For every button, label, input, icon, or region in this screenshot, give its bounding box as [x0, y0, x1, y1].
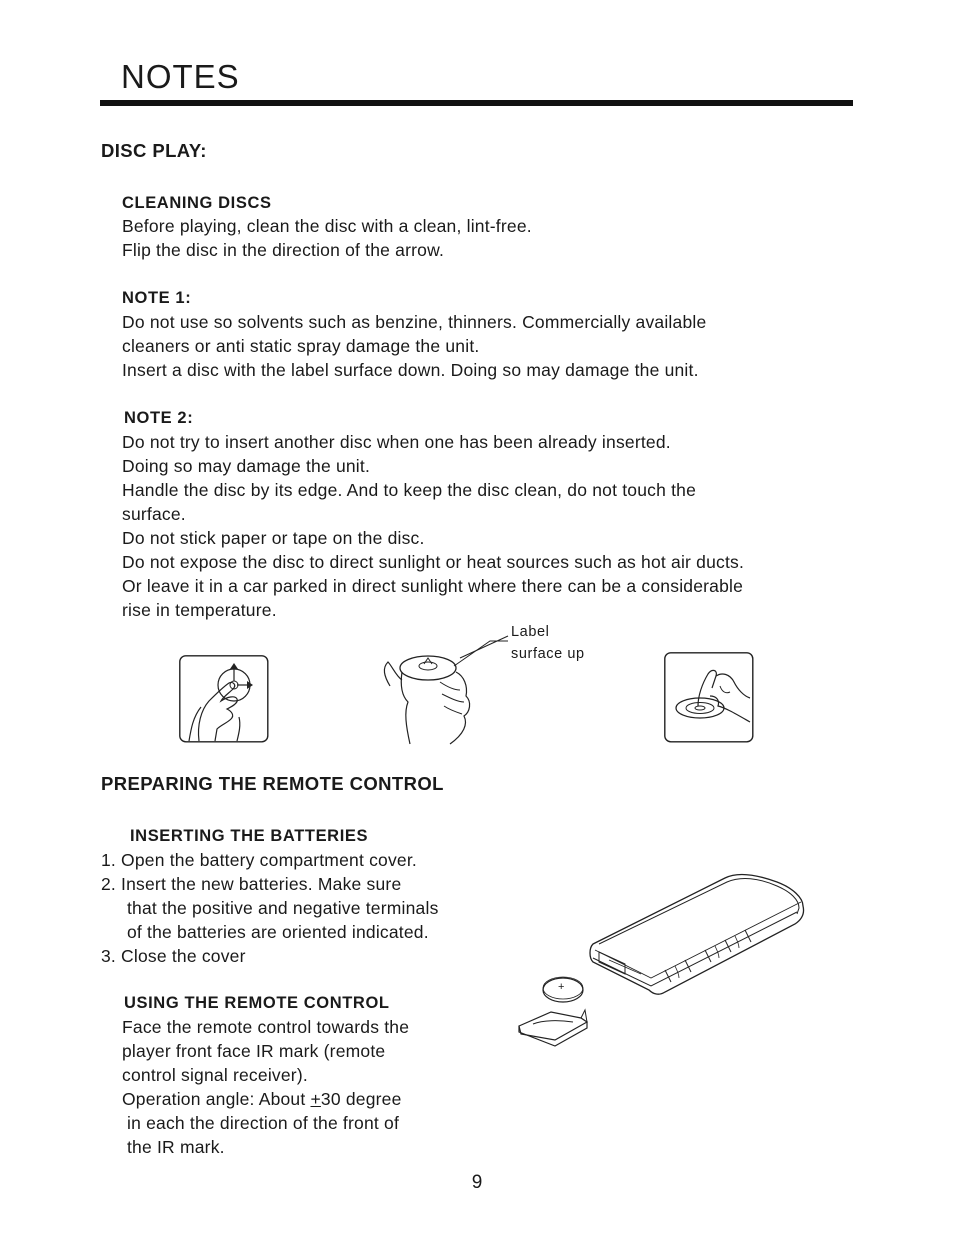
- using-line-5: in each the direction of the front of: [127, 1113, 400, 1133]
- angle-suffix: 30 degree: [320, 1089, 402, 1109]
- batteries-step-1: 1. Open the battery compartment cover.: [101, 850, 417, 870]
- cleaning-line-2: Flip the disc in the direction of the arrow.: [122, 240, 445, 260]
- using-line-1: Face the remote control towards the: [122, 1017, 410, 1037]
- note-2-line-3: Handle the disc by its edge. And to keep the disc clean, do not touch the: [122, 480, 697, 500]
- note-2-line-6: Do not expose the disc to direct sunlight or heat sources such as hot air ducts.: [122, 552, 745, 572]
- note-2-line-4: surface.: [122, 504, 186, 524]
- note-1-line-1: Do not use so solvents such as benzine, thinners. Commercially available: [122, 312, 707, 332]
- using-line-2: player front face IR mark (remote: [122, 1041, 386, 1061]
- using-line-6: the IR mark.: [127, 1137, 225, 1157]
- title-rule: [100, 100, 853, 106]
- battery-plus-mark: +: [558, 981, 565, 993]
- angle-plus-minus: +: [310, 1089, 321, 1109]
- note-1-line-3: Insert a disc with the label surface down. Doing so may damage the unit.: [122, 360, 699, 380]
- note-2-heading: NOTE 2:: [124, 409, 194, 427]
- angle-prefix: Operation angle: About: [122, 1089, 311, 1109]
- note-2-line-2: Doing so may damage the unit.: [122, 456, 371, 476]
- using-line-3: control signal receiver).: [122, 1065, 308, 1085]
- page-title: NOTES: [121, 58, 240, 95]
- note-1-heading: NOTE 1:: [122, 289, 192, 307]
- page-number: 9: [471, 1172, 483, 1193]
- note-2-line-1: Do not try to insert another disc when one has been already inserted.: [122, 432, 671, 452]
- disc-wiping-illustration: [179, 655, 269, 743]
- label-callout-line-2: surface up: [511, 646, 585, 662]
- disc-touch-illustration: [664, 652, 754, 743]
- batteries-step-2-cont-2: of the batteries are oriented indicated.: [127, 922, 429, 942]
- cleaning-discs-heading: CLEANING DISCS: [122, 194, 272, 212]
- operation-angle-line: [122, 1087, 402, 1111]
- batteries-step-2-cont-1: that the positive and negative terminals: [127, 898, 439, 918]
- cleaning-line-1: Before playing, clean the disc with a clean, lint-free.: [122, 216, 532, 236]
- note-1-line-2: cleaners or anti static spray damage the unit.: [122, 336, 480, 356]
- batteries-step-3: 3. Close the cover: [101, 946, 246, 966]
- label-callout-line-1: Label: [511, 624, 550, 640]
- inserting-batteries-heading: INSERTING THE BATTERIES: [130, 827, 369, 845]
- using-remote-heading: USING THE REMOTE CONTROL: [124, 994, 390, 1012]
- note-2-line-7: Or leave it in a car parked in direct sunlight where there can be a considerable: [122, 576, 744, 596]
- batteries-step-2: 2. Insert the new batteries. Make sure: [101, 874, 402, 894]
- remote-heading: PREPARING THE REMOTE CONTROL: [101, 773, 444, 794]
- note-2-line-8: rise in temperature.: [122, 600, 277, 620]
- callout-leader-line: [450, 640, 510, 670]
- note-2-line-5: Do not stick paper or tape on the disc.: [122, 528, 425, 548]
- remote-control-illustration: [515, 870, 810, 1050]
- disc-play-heading: DISC PLAY:: [101, 140, 207, 161]
